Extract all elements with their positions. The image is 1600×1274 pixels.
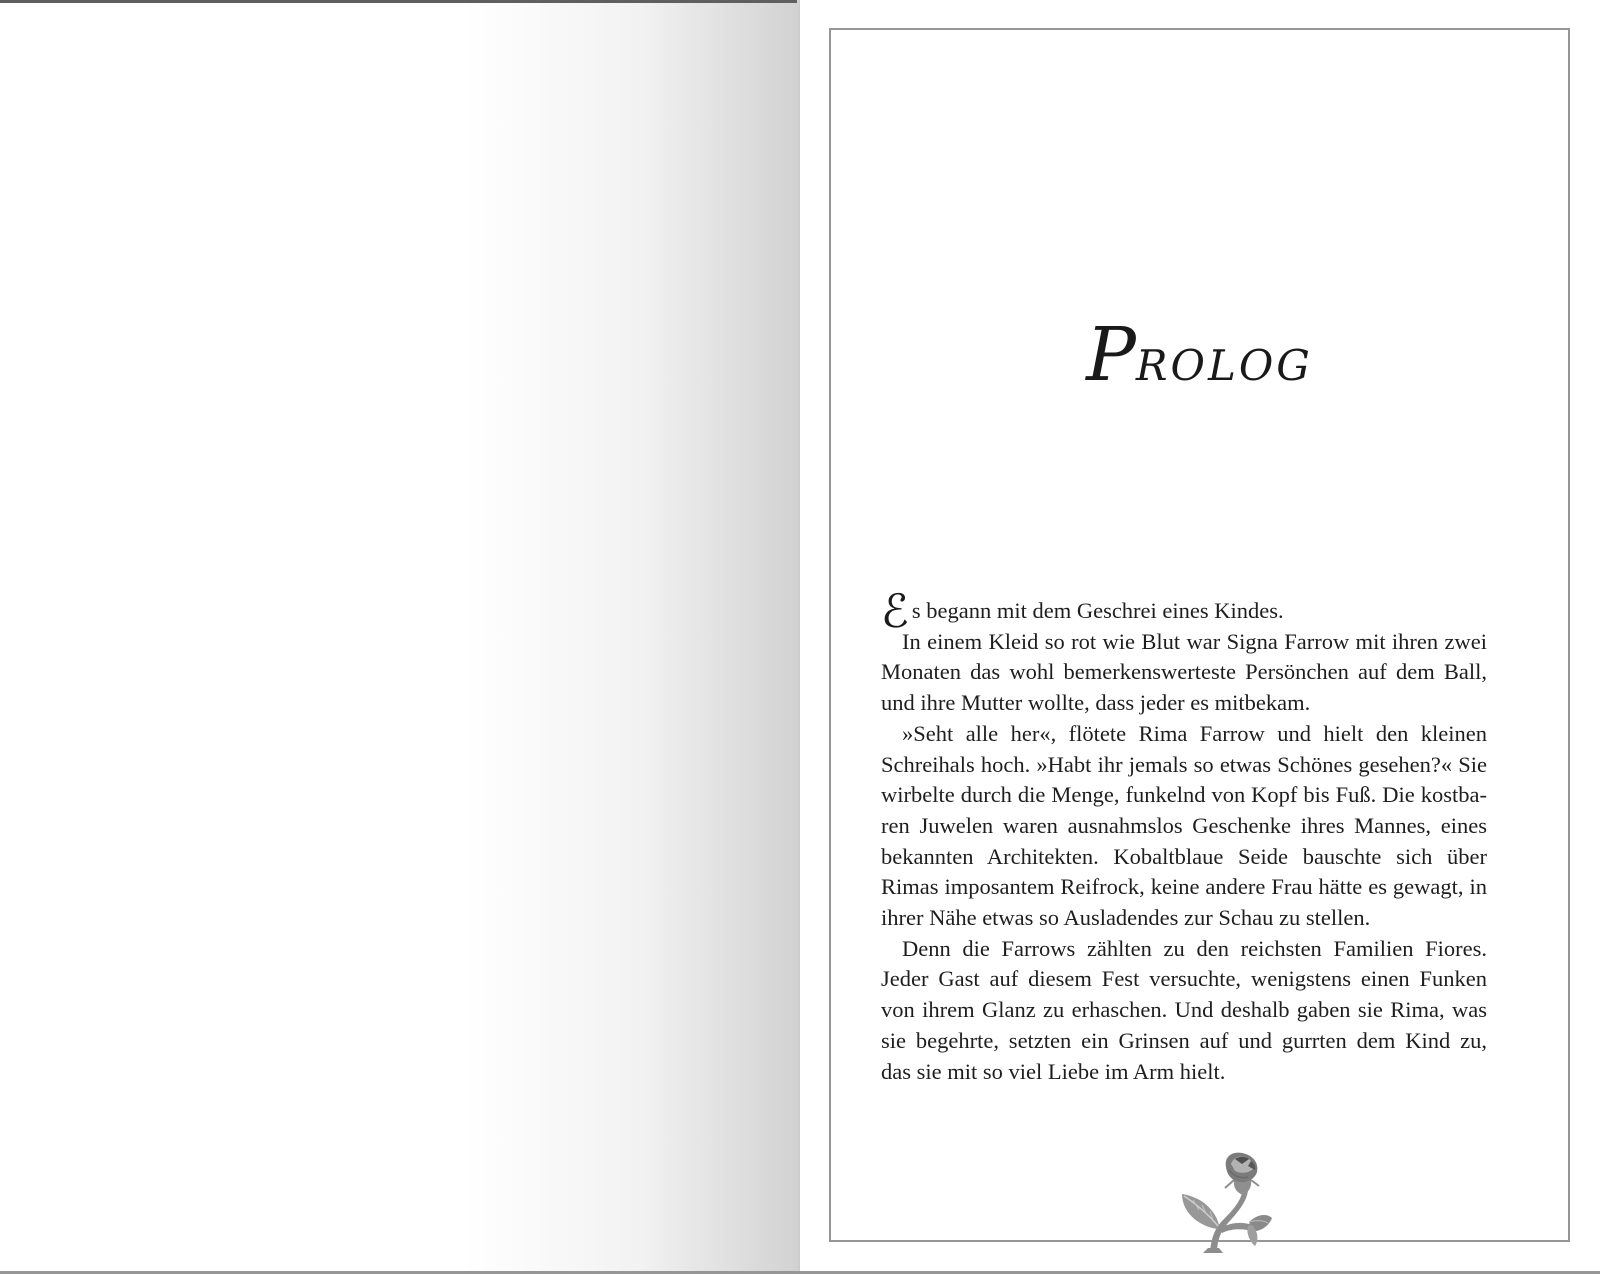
text-line: Monaten das wohl bemerkenswerteste Persönchen auf dem Ball, <box>881 659 1487 685</box>
chapter-title <box>831 312 1568 398</box>
drop-cap: ℰ <box>881 584 909 638</box>
text-line: ren Juwelen waren ausnahmslos Geschenke ihres Mannes, eines <box>881 812 1487 838</box>
text-line: Rimas imposantem Reifrock, keine andere Frau hätte es gewagt, in <box>881 874 1487 900</box>
text-line: wirbelte durch die Menge, funkelnd von Kopf bis Fuß. Die kostba- <box>881 782 1487 808</box>
text-line: ihrer Nähe etwas so Ausladendes zur Schau zu stellen. <box>881 905 1371 931</box>
text-line: von ihrem Glanz zu erhaschen. Und deshalb gaben sie Rima, was <box>881 997 1487 1023</box>
paragraph <box>881 584 1487 638</box>
paragraph <box>881 627 1487 719</box>
text-line <box>881 584 1487 638</box>
text-block <box>881 584 1487 1087</box>
paragraphs <box>881 627 1487 1088</box>
text-line: Denn die Farrows zählten zu den reichsten Familien Fiores. <box>902 935 1487 961</box>
opening-line: s begann mit dem Geschrei eines Kindes. <box>911 598 1284 623</box>
paragraph <box>881 934 1487 1088</box>
text-line: bekannten Architekten. Kobaltblaue Seide bauschte sich über <box>881 843 1487 869</box>
chapter-title-initial: P <box>1086 312 1136 398</box>
rose-illustration <box>1169 1152 1275 1256</box>
text-line: Schreihals hoch. »Habt ihr jemals so etwas Schönes gesehen?« Sie <box>881 751 1487 777</box>
text-line: das sie mit so viel Liebe im Arm hielt. <box>881 1058 1226 1084</box>
text-line: Jeder Gast auf diesem Fest versuchte, wenigstens einen Funken <box>881 966 1487 992</box>
page-border-frame <box>829 28 1570 1242</box>
book-page <box>800 0 1600 1274</box>
text-line: sie begehrte, setzten ein Grinsen auf und gurrten dem Kind zu, <box>881 1027 1487 1053</box>
chapter-title-rest: ROLOG <box>1135 341 1313 390</box>
paragraph <box>881 719 1487 934</box>
text-line: In einem Kleid so rot wie Blut war Signa Farrow mit ihren zwei <box>902 628 1487 654</box>
top-edge-line <box>0 0 797 3</box>
text-line: und ihre Mutter wollte, dass jeder es mitbekam. <box>881 690 1311 716</box>
text-line: »Seht alle her«, flötete Rima Farrow und hielt den kleinen <box>902 720 1487 746</box>
